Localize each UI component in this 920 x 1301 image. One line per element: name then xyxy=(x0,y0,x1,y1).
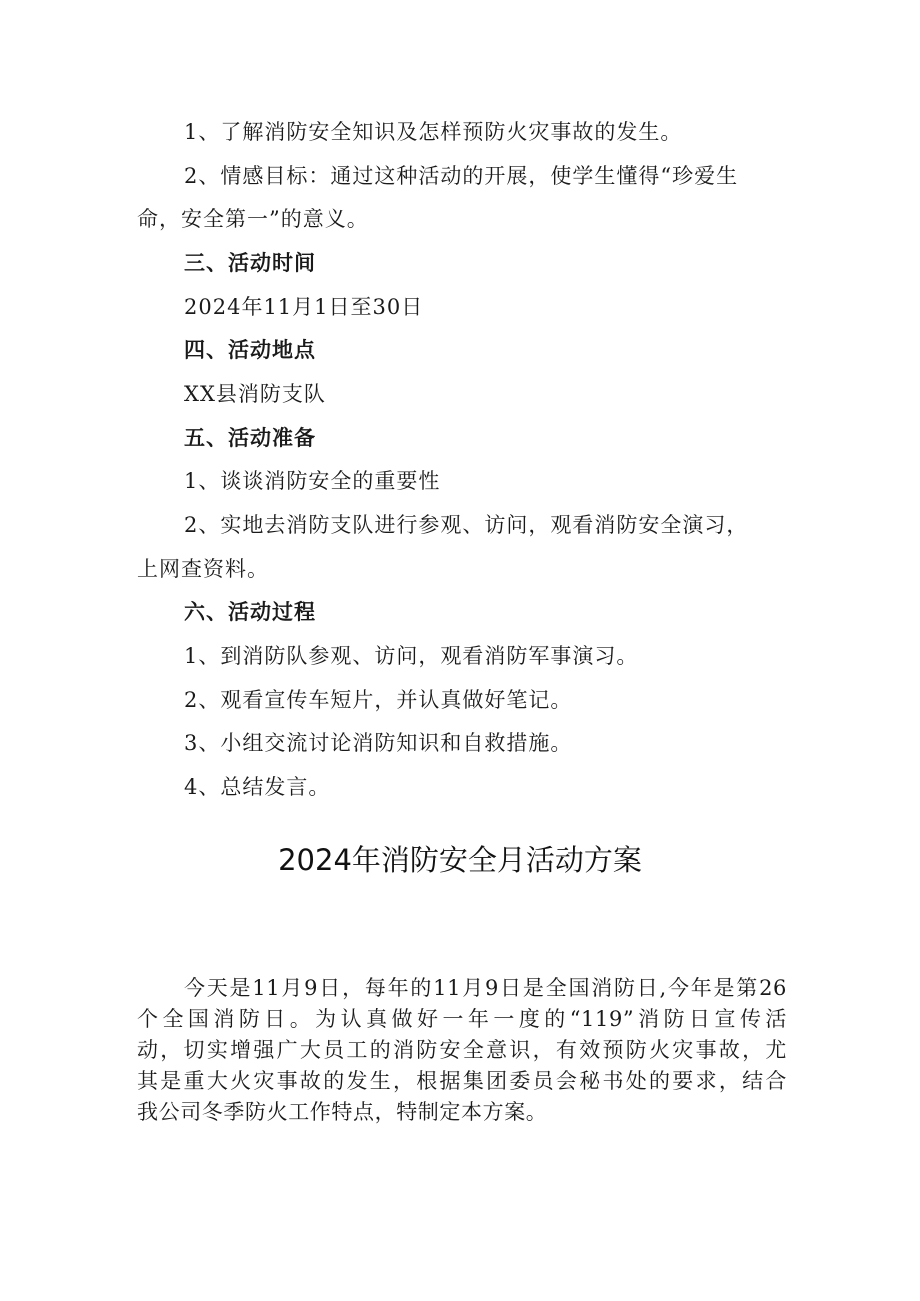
section-heading-time: 三、活动时间 xyxy=(184,250,316,275)
section-heading-preparation: 五、活动准备 xyxy=(184,425,316,450)
section-heading-location: 四、活动地点 xyxy=(184,337,316,362)
goal-item-1: 1、了解消防安全知识及怎样预防火灾事故的发生。 xyxy=(184,120,683,144)
intro-line-1: 今天是11月9日，每年的11月9日是全国消防日,今年是第26 xyxy=(184,976,787,1000)
intro-line-4: 其是重大火灾事故的发生，根据集团委员会秘书处的要求，结合 xyxy=(137,1069,787,1093)
intro-line-5: 我公司冬季防火工作特点，特制定本方案。 xyxy=(137,1100,548,1124)
intro-paragraph xyxy=(137,973,787,1128)
intro-line-3: 动，切实增强广大员工的消防安全意识，有效预防火灾事故，尤 xyxy=(137,1038,787,1062)
goal-item-2-line-2: 命，安全第一”的意义。 xyxy=(137,207,369,231)
process-item-2: 2、观看宣传车短片，并认真做好笔记。 xyxy=(184,688,573,712)
preparation-item-2-line-2: 上网查资料。 xyxy=(137,557,269,581)
preparation-item-1: 1、谈谈消防安全的重要性 xyxy=(184,469,441,493)
intro-line-2: 个全国消防日。为认真做好一年一度的“119”消防日宣传活 xyxy=(137,1007,787,1031)
goal-item-2-line-1: 2、情感目标：通过这种活动的开展，使学生懂得“珍爱生 xyxy=(184,164,739,188)
preparation-item-2-line-1: 2、实地去消防支队进行参观、访问，观看消防安全演习， xyxy=(184,513,749,537)
section-heading-process: 六、活动过程 xyxy=(184,599,316,624)
process-item-1: 1、到消防队参观、访问，观看消防军事演习。 xyxy=(184,644,639,668)
activity-time-value: 2024年11月1日至30日 xyxy=(184,295,424,319)
process-item-4: 4、总结发言。 xyxy=(184,775,331,799)
activity-location-value: XX县消防支队 xyxy=(184,382,326,406)
process-item-3: 3、小组交流讨论消防知识和自救措施。 xyxy=(184,731,573,755)
document-title: 2024年消防安全月活动方案 xyxy=(278,843,642,877)
